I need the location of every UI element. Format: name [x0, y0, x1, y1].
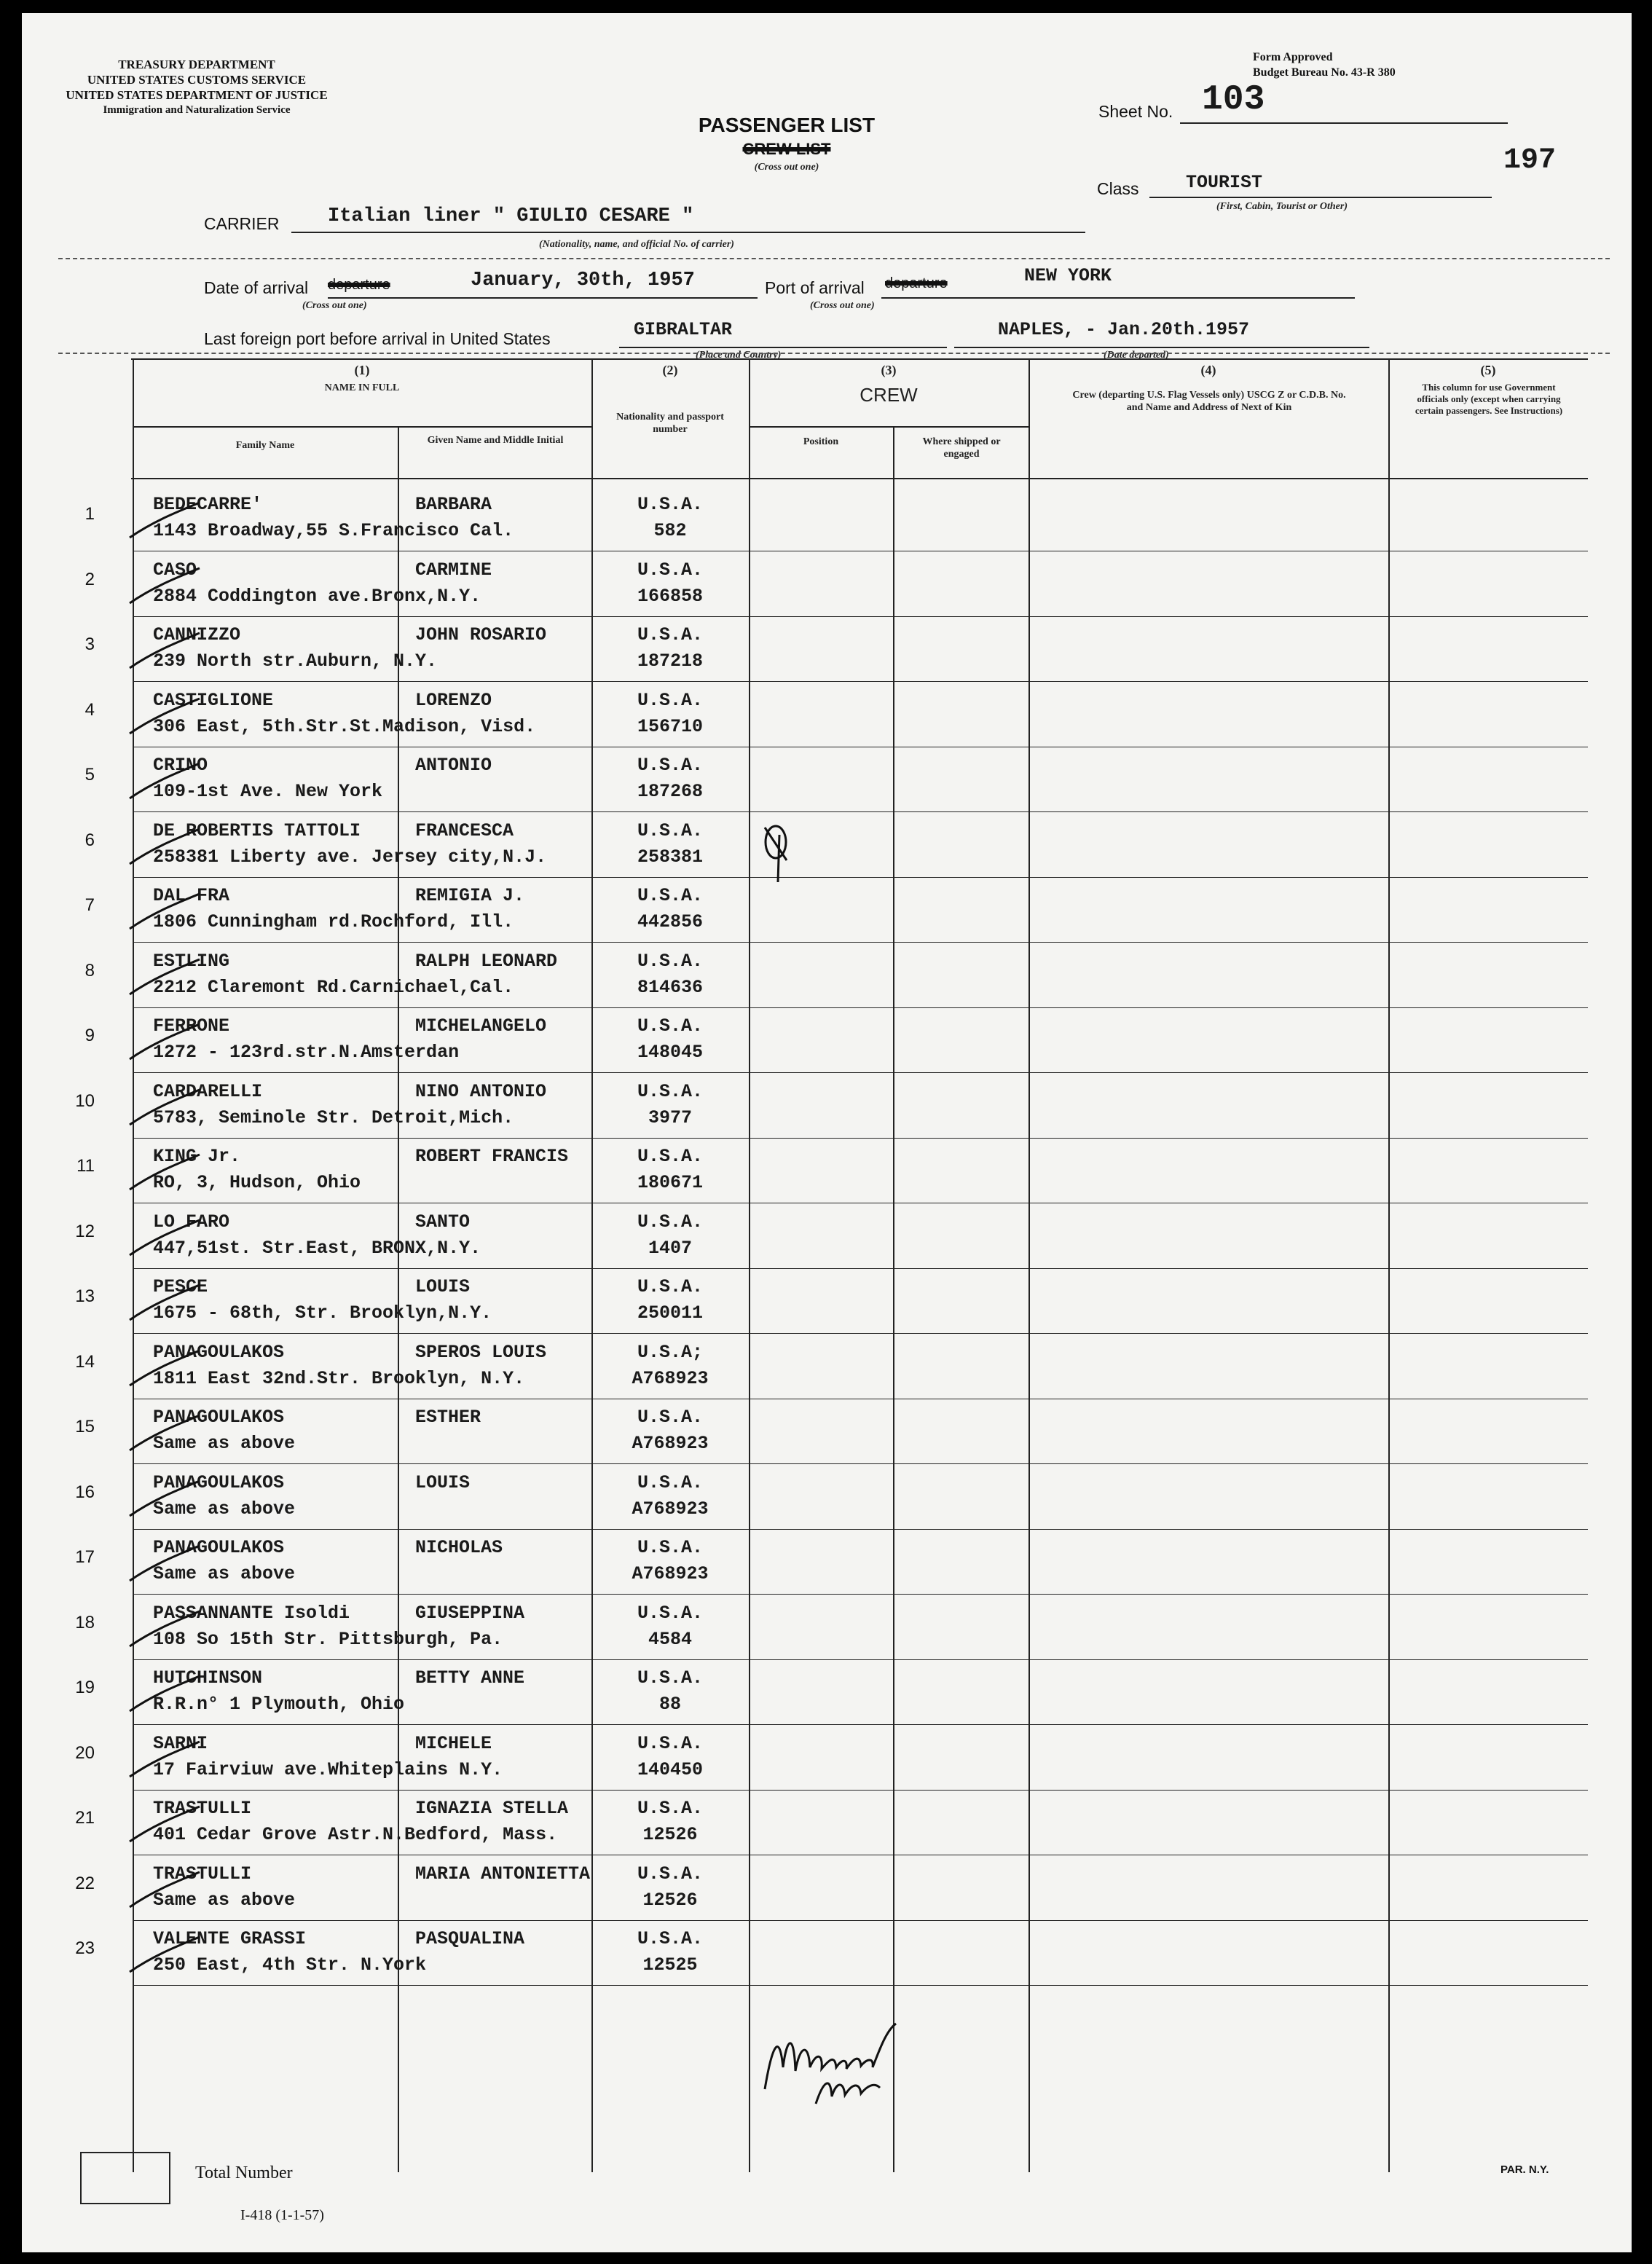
- nationality: U.S.A.: [637, 494, 703, 515]
- col1-number: (1): [354, 363, 370, 377]
- family-name: CASTIGLIONE: [153, 690, 274, 711]
- row-number: 19: [75, 1678, 95, 1697]
- row-number: 4: [84, 700, 95, 720]
- check-tick-icon: [124, 1348, 204, 1391]
- given-name: CARMINE: [415, 559, 492, 581]
- passport-number: 148045: [637, 1042, 703, 1063]
- col-line-f: [1028, 358, 1030, 2172]
- check-tick-icon: [124, 696, 204, 739]
- col5-number: (5): [1480, 363, 1496, 377]
- passport-number: 258381: [637, 846, 703, 868]
- check-tick-icon: [124, 1934, 204, 1978]
- col-line-g: [1388, 358, 1390, 2172]
- nationality: U.S.A.: [637, 1276, 703, 1297]
- port-value: NEW YORK: [1024, 265, 1112, 286]
- address: Same as above: [153, 1563, 296, 1584]
- given-name: GIUSEPPINA: [415, 1603, 525, 1624]
- nationality: U.S.A.: [637, 1211, 703, 1233]
- given-name: IGNAZIA STELLA: [415, 1798, 569, 1819]
- nationality: U.S.A.: [637, 951, 703, 972]
- row-number: 1: [84, 504, 95, 524]
- given-name: MICHELE: [415, 1733, 492, 1754]
- check-tick-icon: [124, 1478, 204, 1522]
- check-tick-icon: [124, 1673, 204, 1717]
- passport-number: 250011: [637, 1302, 703, 1324]
- passport-number: 180671: [637, 1172, 703, 1193]
- row-divider: [133, 1268, 1588, 1269]
- form-approved: [1253, 50, 1396, 80]
- address: R.R.n° 1 Plymouth, Ohio: [153, 1694, 405, 1715]
- form-approved-label: Form Approved: [1253, 51, 1333, 63]
- nationality: U.S.A.: [637, 559, 703, 581]
- separator-2: [58, 353, 1610, 354]
- last-port-value: GIBRALTAR: [634, 319, 733, 340]
- row-divider: [133, 1659, 1588, 1660]
- family-name: DAL FRA: [153, 885, 230, 906]
- row-divider: [133, 1790, 1588, 1791]
- row-number: 11: [76, 1156, 95, 1176]
- page-title: PASSENGER LIST: [698, 114, 876, 136]
- class-caption: (First, Cabin, Tourist or Other): [1216, 201, 1348, 212]
- row-divider: [133, 1138, 1588, 1139]
- row-divider: [133, 1529, 1588, 1530]
- dept-line-2: UNITED STATES CUSTOMS SERVICE: [87, 73, 307, 87]
- check-tick-icon: [124, 826, 204, 870]
- passport-number: 166858: [637, 586, 703, 607]
- address: 239 North str.Auburn, N.Y.: [153, 650, 438, 672]
- col1-given: Given Name and Middle Initial: [427, 435, 564, 446]
- address: 2884 Coddington ave.Bronx,N.Y.: [153, 586, 481, 607]
- address: 401 Cedar Grove Astr.N.Bedford, Mass.: [153, 1824, 558, 1845]
- sheet-label: Sheet No.: [1098, 102, 1173, 121]
- check-tick-icon: [124, 1282, 204, 1326]
- row-number: 13: [75, 1286, 95, 1306]
- nationality: U.S.A.: [637, 624, 703, 645]
- check-tick-icon: [124, 1152, 204, 1195]
- row-number: 9: [84, 1026, 95, 1045]
- given-name: JOHN ROSARIO: [415, 624, 547, 645]
- nationality: U.S.A.: [637, 1667, 703, 1689]
- crew-list-struck: CREW LIST: [742, 140, 831, 158]
- table-top-line: [131, 358, 1588, 360]
- passport-number: 88: [658, 1694, 681, 1715]
- row-number: 12: [75, 1222, 95, 1241]
- col3-title: CREW: [860, 384, 918, 406]
- address: 250 East, 4th Str. N.York: [153, 1954, 427, 1976]
- family-name: FERRONE: [153, 1015, 230, 1037]
- family-name: CARDARELLI: [153, 1081, 263, 1102]
- given-name: MARIA ANTONIETTA: [415, 1863, 591, 1884]
- passport-number: 187218: [637, 650, 703, 672]
- arrival-label: Date of arrival: [204, 278, 309, 297]
- address: 1272 - 123rd.str.N.Amsterdan: [153, 1042, 460, 1063]
- dept-line-4: Immigration and Naturalization Service: [103, 104, 291, 116]
- department-header: [36, 57, 357, 118]
- check-tick-icon: [124, 1543, 204, 1587]
- last-port-label: Last foreign port before arrival in United States: [204, 329, 551, 348]
- family-name: ESTLING: [153, 951, 230, 972]
- address: 1143 Broadway,55 S.Francisco Cal.: [153, 520, 514, 541]
- carrier-caption: (Nationality, name, and official No. of carrier): [539, 239, 734, 250]
- budget-bureau-label: Budget Bureau No. 43-R 380: [1253, 66, 1396, 79]
- col-line-d: [749, 358, 750, 2172]
- class-value: TOURIST: [1186, 172, 1263, 193]
- row-number: 14: [75, 1352, 95, 1372]
- dept-line-1: TREASURY DEPARTMENT: [118, 58, 275, 71]
- family-name: HUTCHINSON: [153, 1667, 263, 1689]
- row-divider: [133, 877, 1588, 878]
- row-number: 15: [75, 1417, 95, 1436]
- passport-number: A768923: [632, 1498, 709, 1520]
- address: 17 Fairviuw ave.Whiteplains N.Y.: [153, 1759, 503, 1780]
- col1-family: Family Name: [235, 440, 295, 451]
- carrier-label: CARRIER: [204, 214, 280, 233]
- family-name: VALENTE GRASSI: [153, 1928, 307, 1949]
- arrival-value: January, 30th, 1957: [471, 270, 695, 291]
- family-name: PESCE: [153, 1276, 208, 1297]
- title-caption: (Cross out one): [754, 162, 819, 173]
- check-tick-icon: [124, 630, 204, 674]
- nationality: U.S.A.: [637, 1733, 703, 1754]
- row-divider: [133, 616, 1588, 617]
- address: 258381 Liberty ave. Jersey city,N.J.: [153, 846, 547, 868]
- arrival-caption: (Cross out one): [302, 300, 367, 311]
- passport-number: 4584: [648, 1629, 692, 1650]
- nationality: U.S.A.: [637, 1863, 703, 1884]
- check-tick-icon: [124, 1804, 204, 1847]
- inspector-signature: [750, 2002, 954, 2118]
- row-number: 2: [84, 570, 95, 589]
- row-number: 3: [84, 634, 95, 654]
- passport-number: A768923: [632, 1433, 709, 1454]
- port-label: Port of arrival: [765, 278, 865, 297]
- page-number: 197: [1503, 144, 1557, 177]
- par-ny: PAR. N.Y.: [1500, 2163, 1549, 2176]
- nationality: U.S.A.: [637, 1928, 703, 1949]
- passport-number: 582: [653, 520, 687, 541]
- departed-caption: (Date departed): [1104, 350, 1169, 361]
- row-divider: [133, 1463, 1588, 1464]
- nationality: U.S.A.: [637, 1081, 703, 1102]
- given-name: LOUIS: [415, 1472, 471, 1493]
- check-tick-icon: [124, 760, 204, 804]
- check-tick-icon: [124, 891, 204, 935]
- stamp-mark: [758, 820, 801, 886]
- row-number: 21: [75, 1808, 95, 1828]
- given-name: FRANCESCA: [415, 820, 514, 841]
- address: 5783, Seminole Str. Detroit,Mich.: [153, 1107, 514, 1128]
- given-name: LOUIS: [415, 1276, 471, 1297]
- family-name: PASSANNANTE Isoldi: [153, 1603, 350, 1624]
- passport-number: 12526: [642, 1890, 698, 1911]
- address: 1811 East 32nd.Str. Brooklyn, N.Y.: [153, 1368, 525, 1389]
- form-number: I-418 (1-1-57): [240, 2207, 324, 2223]
- passport-number: 12526: [642, 1824, 698, 1845]
- row-number: 7: [84, 895, 95, 915]
- row-number: 20: [75, 1743, 95, 1763]
- row-divider: [133, 811, 1588, 812]
- check-tick-icon: [124, 1021, 204, 1065]
- carrier-underline: [291, 232, 1085, 233]
- row-number: 6: [84, 830, 95, 850]
- nationality: U.S.A;: [637, 1342, 703, 1363]
- col3-number: (3): [881, 363, 897, 377]
- sheet-number: 103: [1202, 80, 1265, 119]
- passport-number: 814636: [637, 977, 703, 998]
- class-label: Class: [1097, 179, 1139, 198]
- row-number: 22: [75, 1874, 95, 1893]
- address: RO, 3, Hudson, Ohio: [153, 1172, 361, 1193]
- table-header-bottom-line: [131, 478, 1588, 479]
- total-box: [80, 2152, 170, 2204]
- document-page: [22, 13, 1632, 2252]
- nationality: U.S.A.: [637, 885, 703, 906]
- col3-where: Where shipped or engaged: [922, 436, 1001, 460]
- given-name: PASQUALINA: [415, 1928, 525, 1949]
- arrival-struck: departure: [328, 277, 390, 293]
- nationality: U.S.A.: [637, 1603, 703, 1624]
- check-tick-icon: [124, 565, 204, 609]
- total-number-label: Total Number: [195, 2163, 293, 2182]
- col-line-e: [893, 426, 894, 2172]
- row-number: 16: [75, 1482, 95, 1502]
- port-underline: [881, 297, 1355, 299]
- nationality: U.S.A.: [637, 1537, 703, 1558]
- nationality: U.S.A.: [637, 820, 703, 841]
- row-divider: [133, 1333, 1588, 1334]
- address: 447,51st. Str.East, BRONX,N.Y.: [153, 1238, 481, 1259]
- address: 1806 Cunningham rd.Rochford, Ill.: [153, 911, 514, 932]
- family-name: PANAGOULAKOS: [153, 1407, 285, 1428]
- family-name: KING Jr.: [153, 1146, 241, 1167]
- passport-number: A768923: [632, 1368, 709, 1389]
- family-name: TRASTULLI: [153, 1798, 252, 1819]
- row-number: 17: [75, 1547, 95, 1567]
- class-underline: [1149, 197, 1492, 198]
- col4-number: (4): [1200, 363, 1216, 377]
- given-name: BARBARA: [415, 494, 492, 515]
- given-name: ANTONIO: [415, 755, 492, 776]
- row-number: 10: [75, 1091, 95, 1111]
- given-name: RALPH LEONARD: [415, 951, 558, 972]
- nationality: U.S.A.: [637, 1407, 703, 1428]
- last-port-underline: [619, 347, 947, 348]
- nationality: U.S.A.: [637, 690, 703, 711]
- row-divider: [133, 681, 1588, 682]
- departed-underline: [954, 347, 1369, 348]
- row-divider: [133, 1594, 1588, 1595]
- row-number: 5: [84, 765, 95, 785]
- row-divider: [133, 942, 1588, 943]
- nationality: U.S.A.: [637, 1015, 703, 1037]
- passport-number: 12525: [642, 1954, 698, 1976]
- check-tick-icon: [124, 1412, 204, 1456]
- col3-sub-line: [749, 426, 1028, 428]
- departed-value: NAPLES, - Jan.20th.1957: [998, 319, 1250, 340]
- separator: [58, 258, 1610, 259]
- family-name: SARNI: [153, 1733, 208, 1754]
- check-tick-icon: [124, 1217, 204, 1261]
- given-name: ESTHER: [415, 1407, 481, 1428]
- address: 2212 Claremont Rd.Carnichael,Cal.: [153, 977, 514, 998]
- nationality: U.S.A.: [637, 1472, 703, 1493]
- check-tick-icon: [124, 1739, 204, 1782]
- row-divider: [133, 1920, 1588, 1921]
- arrival-underline: [328, 297, 758, 299]
- family-name: LO FARO: [153, 1211, 230, 1233]
- passport-number: 3977: [648, 1107, 692, 1128]
- col2-title: Nationality and passport number: [616, 412, 724, 435]
- address: Same as above: [153, 1433, 296, 1454]
- check-tick-icon: [124, 500, 204, 543]
- family-name: CRINO: [153, 755, 208, 776]
- col5-title: This column for use Government officials only (except when carrying certain passengers. See Instructions): [1415, 382, 1563, 416]
- address: Same as above: [153, 1498, 296, 1520]
- col2-number: (2): [662, 363, 678, 377]
- address: 306 East, 5th.Str.St.Madison, Visd.: [153, 716, 536, 737]
- col3-position: Position: [803, 436, 839, 447]
- family-name: BEDECARRE': [153, 494, 263, 515]
- family-name: CANNIZZO: [153, 624, 241, 645]
- carrier-value: Italian liner " GIULIO CESARE ": [328, 205, 694, 227]
- given-name: REMIGIA J.: [415, 885, 525, 906]
- row-divider: [133, 1724, 1588, 1725]
- passport-number: 156710: [637, 716, 703, 737]
- row-divider: [133, 1072, 1588, 1073]
- col1-title: NAME IN FULL: [324, 382, 400, 393]
- given-name: MICHELANGELO: [415, 1015, 547, 1037]
- col-line-c: [591, 358, 593, 2172]
- passport-number: 140450: [637, 1759, 703, 1780]
- col4-title: Crew (departing U.S. Flag Vessels only) USCG Z or C.D.B. No. and Name and Address of Next of Kin: [1072, 390, 1346, 413]
- given-name: LORENZO: [415, 690, 492, 711]
- nationality: U.S.A.: [637, 1798, 703, 1819]
- given-name: ROBERT FRANCIS: [415, 1146, 569, 1167]
- check-tick-icon: [124, 1087, 204, 1131]
- family-name: PANAGOULAKOS: [153, 1537, 285, 1558]
- port-struck: departure: [885, 275, 948, 291]
- check-tick-icon: [124, 1608, 204, 1652]
- last-port-caption: (Place and Country): [696, 350, 782, 361]
- row-number: 18: [75, 1613, 95, 1632]
- col1-sub-line: [133, 426, 591, 428]
- sheet-underline: [1180, 122, 1508, 124]
- given-name: NINO ANTONIO: [415, 1081, 547, 1102]
- address: 1675 - 68th, Str. Brooklyn,N.Y.: [153, 1302, 492, 1324]
- row-divider: [133, 1985, 1588, 1986]
- family-name: TRASTULLI: [153, 1863, 252, 1884]
- row-number: 8: [84, 961, 95, 980]
- given-name: BETTY ANNE: [415, 1667, 525, 1689]
- dept-line-3: UNITED STATES DEPARTMENT OF JUSTICE: [66, 88, 328, 102]
- passport-number: A768923: [632, 1563, 709, 1584]
- nationality: U.S.A.: [637, 1146, 703, 1167]
- address: 109-1st Ave. New York: [153, 781, 383, 802]
- check-tick-icon: [124, 956, 204, 1000]
- given-name: SANTO: [415, 1211, 471, 1233]
- family-name: PANAGOULAKOS: [153, 1342, 285, 1363]
- family-name: CASO: [153, 559, 197, 581]
- given-name: NICHOLAS: [415, 1537, 503, 1558]
- address: Same as above: [153, 1890, 296, 1911]
- port-caption: (Cross out one): [810, 300, 875, 311]
- row-divider: [133, 1007, 1588, 1008]
- passport-number: 1407: [648, 1238, 692, 1259]
- nationality: U.S.A.: [637, 755, 703, 776]
- address: 108 So 15th Str. Pittsburgh, Pa.: [153, 1629, 503, 1650]
- passport-number: 442856: [637, 911, 703, 932]
- col-line-b: [398, 426, 399, 2172]
- passport-number: 187268: [637, 781, 703, 802]
- family-name: PANAGOULAKOS: [153, 1472, 285, 1493]
- given-name: SPEROS LOUIS: [415, 1342, 547, 1363]
- row-number: 23: [75, 1938, 95, 1958]
- family-name: DE ROBERTIS TATTOLI: [153, 820, 361, 841]
- check-tick-icon: [124, 1869, 204, 1913]
